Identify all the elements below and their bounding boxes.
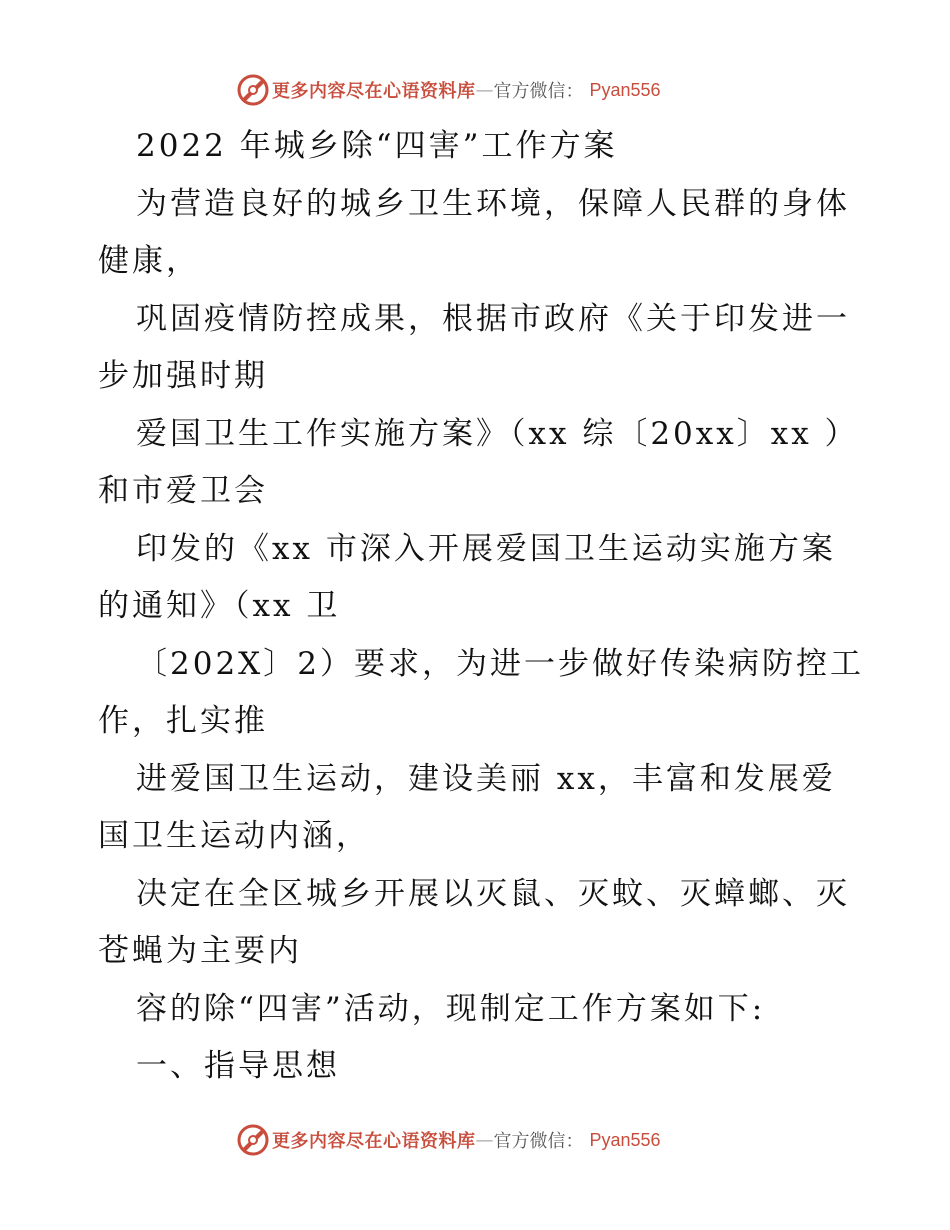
watermark-separator: — [475,1129,494,1151]
paragraph: 巩固疫情防控成果，根据市政府《关于印发进一 步加强时期 [98,300,850,394]
header-watermark-banner [236,72,661,108]
paragraph: 爱国卫生工作实施方案》（xx 综〔20xx〕xx ） 和市爱卫会 [98,415,859,509]
paragraph: 容的除“四害”活动，现制定工作方案如下: [136,990,766,1027]
brand-logo-icon [236,1123,270,1157]
watermark-separator: — [475,79,494,101]
paragraph: 为营造良好的城乡卫生环境，保障人民群的身体 健康， [98,185,850,279]
brand-logo-icon [236,73,270,107]
section-heading: 一、指导思想 [136,1048,340,1084]
watermark-wechat-id: Pyan556 [589,79,661,100]
document-body [98,118,868,1096]
paragraph: 进爱国卫生运动，建设美丽 xx，丰富和发展爱 国卫生运动内涵， [98,760,836,854]
watermark-wechat-id: Pyan556 [589,1129,661,1150]
paragraph: 〔202X〕2）要求，为进一步做好传染病防控工 作，扎实推 [98,645,864,739]
watermark-official-label: 官方微信： [493,81,584,102]
watermark-official-label: 官方微信： [493,1131,584,1152]
paragraph: 印发的《xx 市深入开展爱国卫生运动实施方案 的通知》（xx 卫 [98,530,836,624]
document-title: 2022 年城乡除“四害”工作方案 [136,128,618,164]
footer-watermark-banner [236,1122,661,1158]
watermark-text: 更多内容尽在心语资料库 [272,81,476,102]
watermark-text: 更多内容尽在心语资料库 [272,1131,476,1152]
paragraph: 决定在全区城乡开展以灭鼠、灭蚊、灭蟑螂、灭 苍蝇为主要内 [98,875,850,969]
